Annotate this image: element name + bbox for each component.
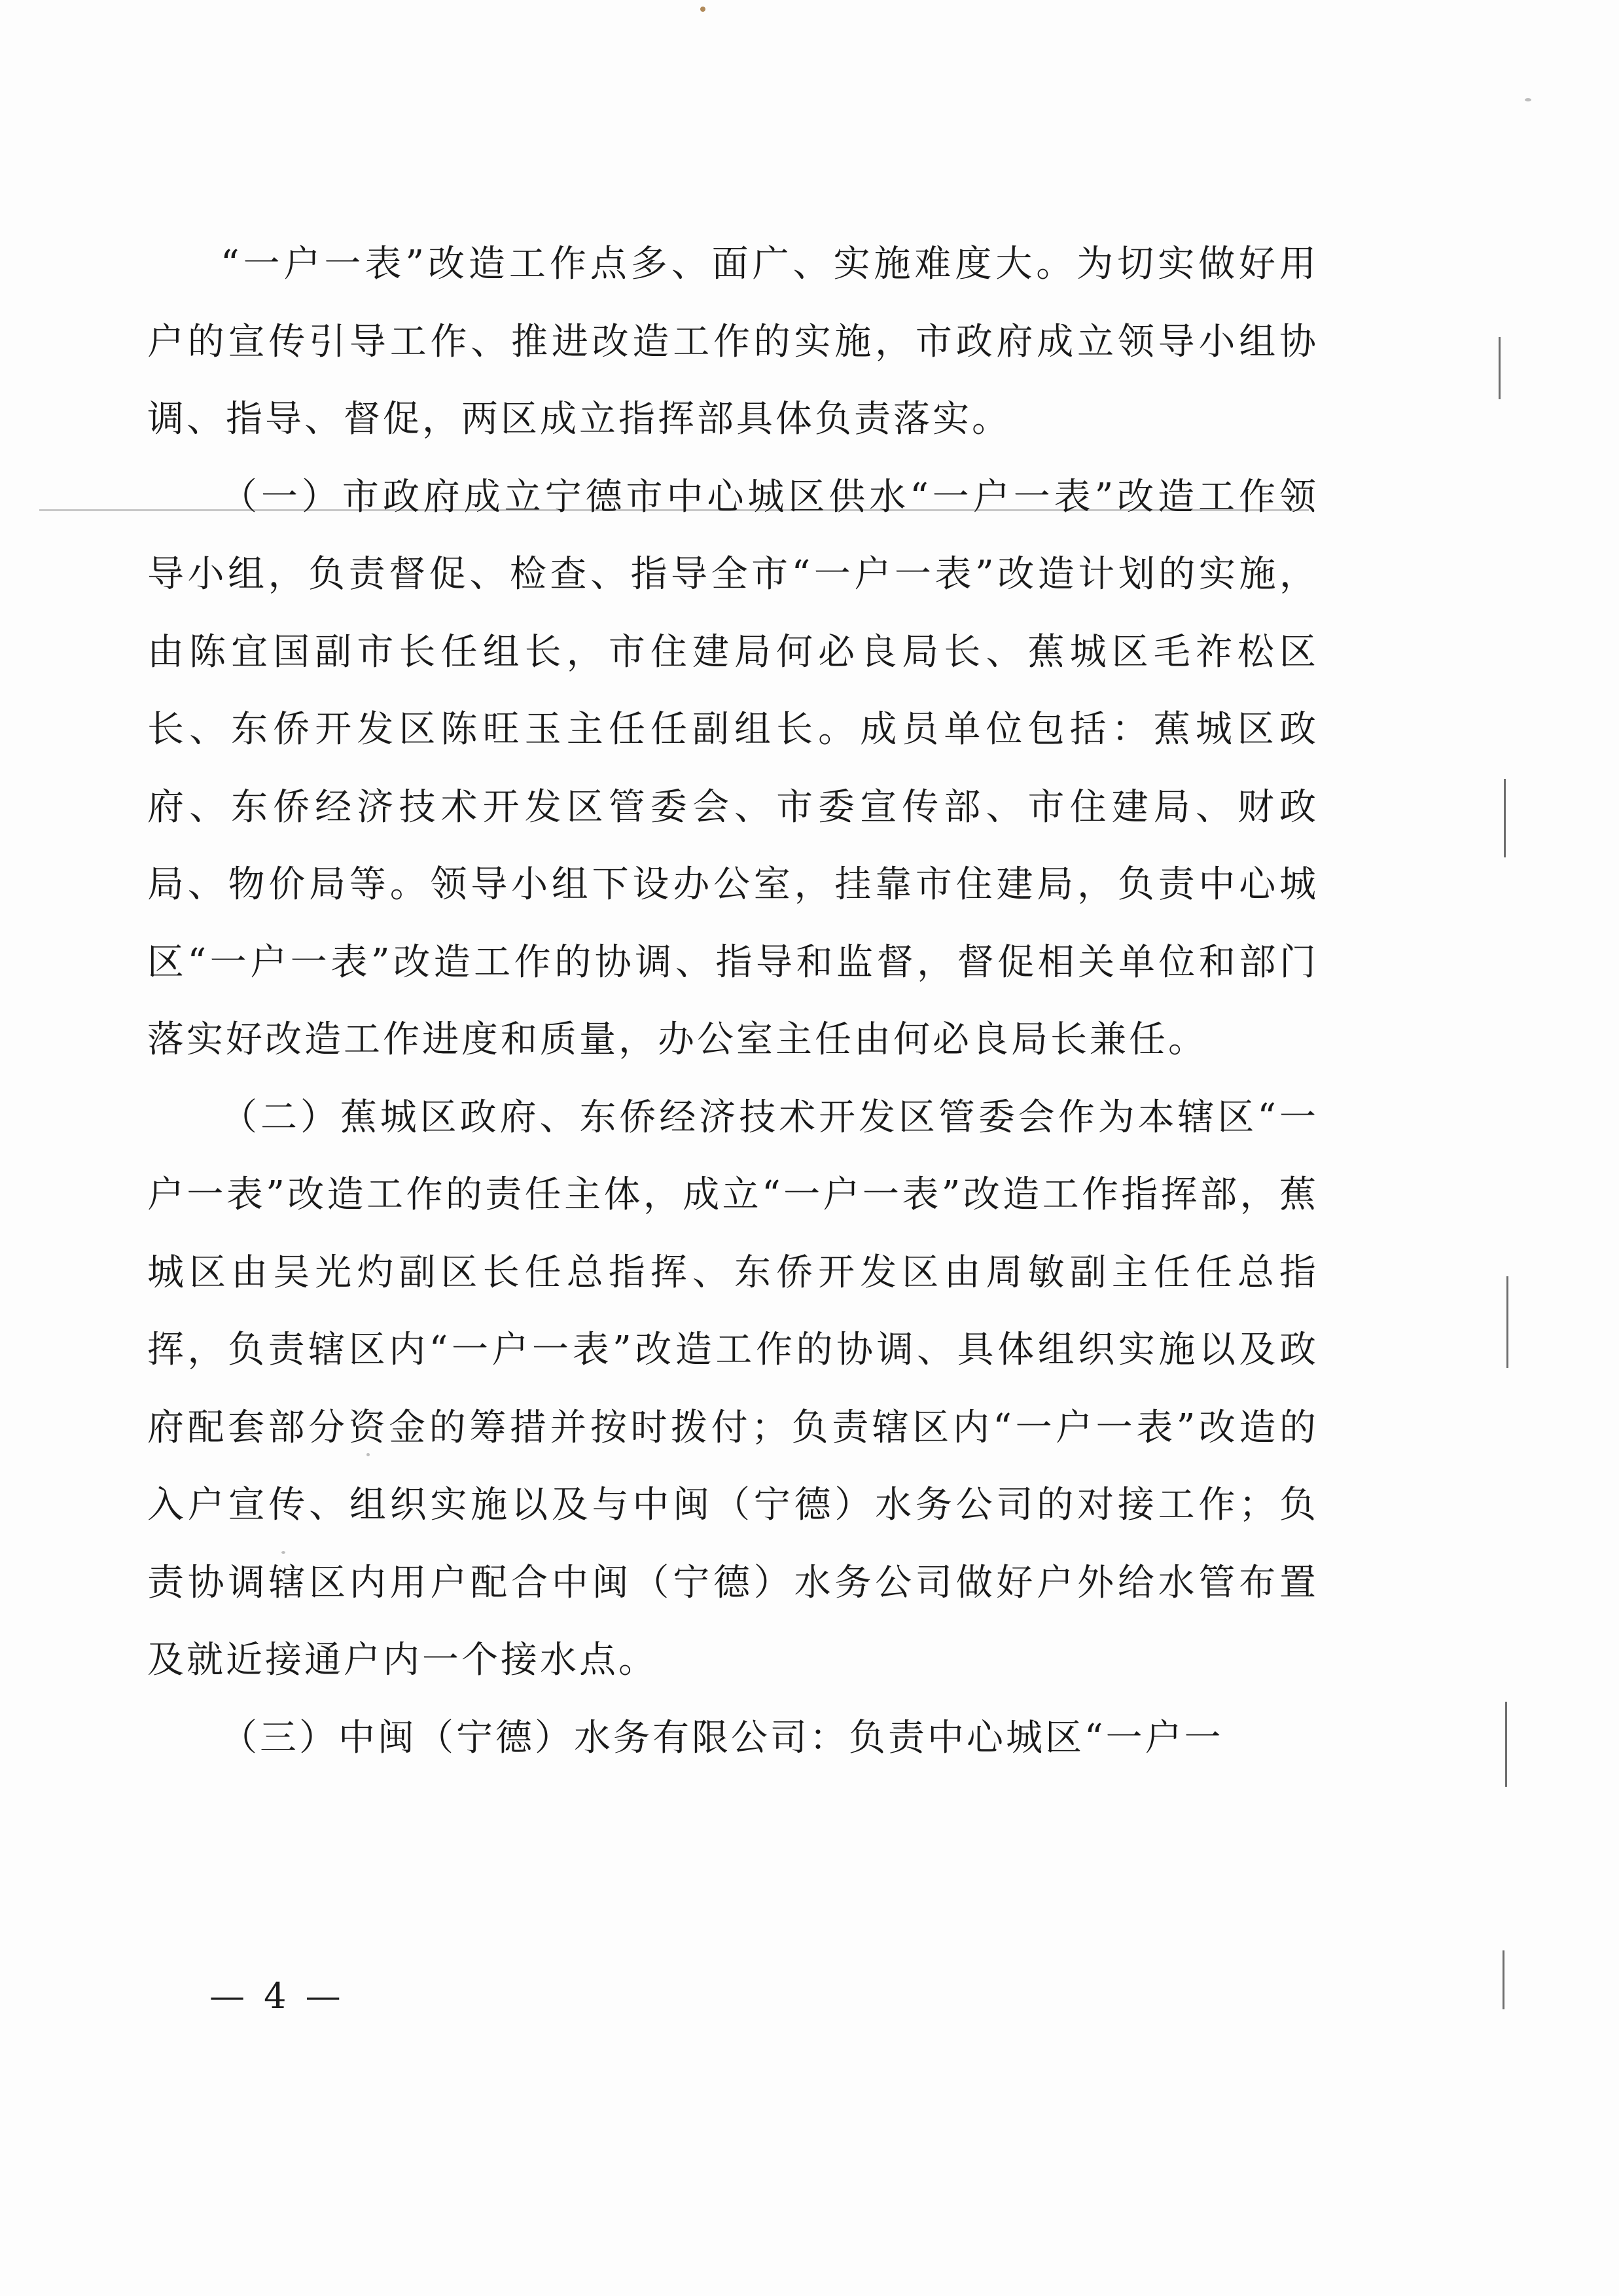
scan-edge-mark (1505, 1702, 1507, 1787)
paragraph-section-2: （二）蕉城区政府、东侨经济技术开发区管委会作为本辖区“一户一表”改造工作的责任主体，成立“一户一表”改造工作指挥部，蕉城区由吴光灼副区长任总指挥、东侨开发区由周敏副主任任总指挥，负责辖区内“一户一表”改造工作的协调、具体组织实施以及政府配套部分资金的筹措并按时拨付；负责辖区内“一户一表”改造的入户宣传、组织实施以及与中闽（宁德）水务公司的对接工作；负责协调辖区内用户配合中闽（宁德）水务公司做好户外给水管布置及就近接通户内一个接水点。 (147, 1096, 1319, 1681)
page-number: — 4 — (209, 1975, 345, 2017)
paragraph-intro: “一户一表”改造工作点多、面广、实施难度大。为切实做好用户的宣传引导工作、推进改造工作的实施，市政府成立领导小组协调、指导、督促，两区成立指挥部具体负责落实。 (147, 243, 1319, 440)
body-text (147, 226, 1319, 1777)
scan-edge-mark (1499, 337, 1501, 399)
paragraph-section-3: （三）中闽（宁德）水务有限公司：负责中心城区“一户一 (221, 1716, 1224, 1759)
scan-edge-mark (1506, 1276, 1508, 1368)
scan-edge-mark (1504, 779, 1506, 857)
scan-speck (700, 7, 705, 12)
scan-speck (1525, 98, 1531, 101)
scan-edge-mark (1503, 1950, 1504, 2009)
paragraph-section-1: （一）市政府成立宁德市中心城区供水“一户一表”改造工作领导小组，负责督促、检查、指导全市“一户一表”改造计划的实施，由陈宜国副市长任组长，市住建局何必良局长、蕉城区毛祚松区长、东侨开发区陈旺玉主任任副组长。成员单位包括：蕉城区政府、东侨经济技术开发区管委会、市委宣传部、市住建局、财政局、物价局等。领导小组下设办公室，挂靠市住建局，负责中心城区“一户一表”改造工作的协调、指导和监督，督促相关单位和部门落实好改造工作进度和质量，办公室主任由何必良局长兼任。 (147, 475, 1319, 1061)
